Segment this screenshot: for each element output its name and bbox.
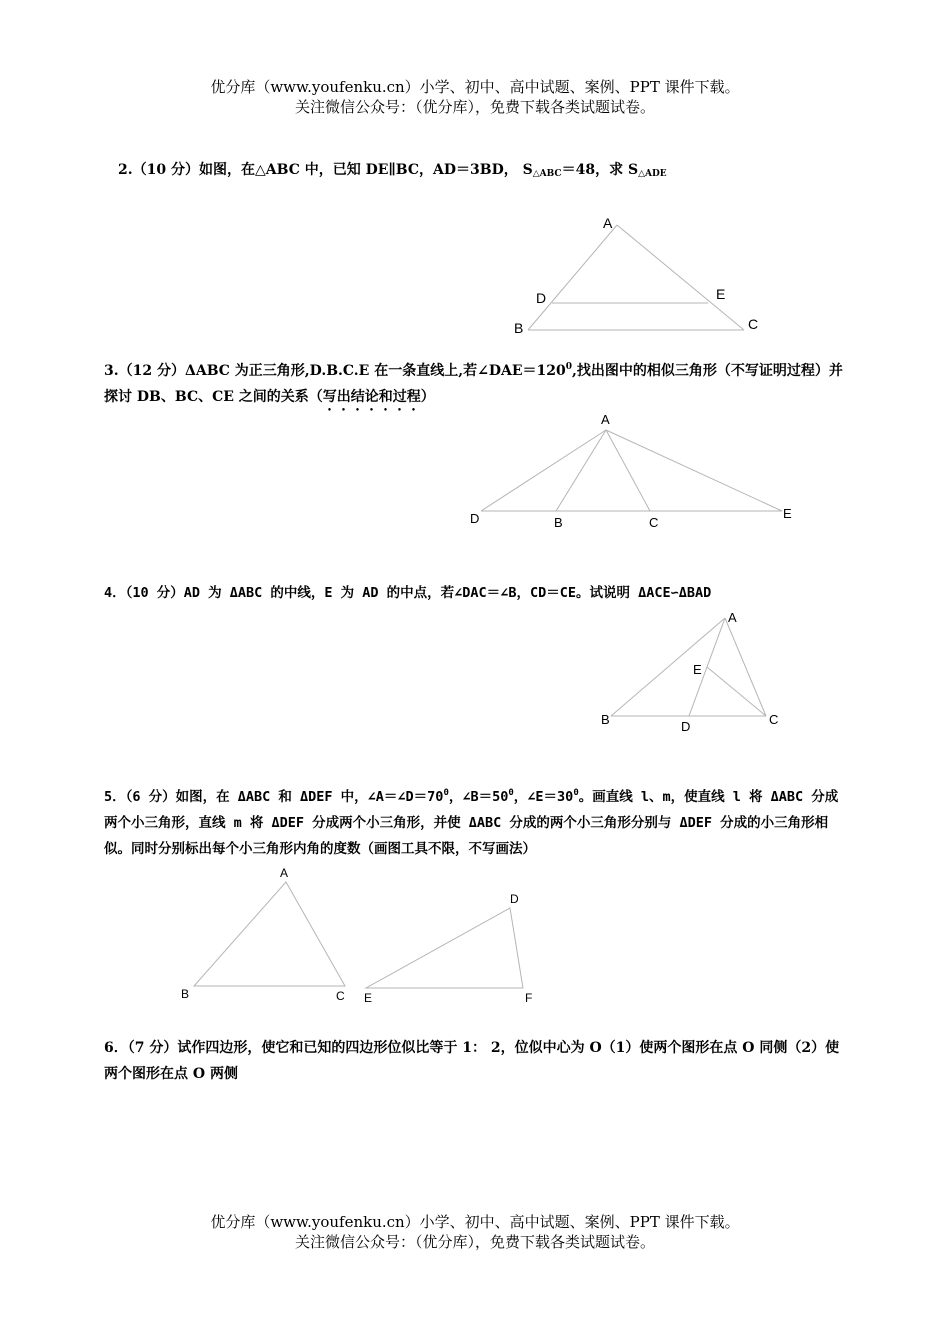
q3-segment-ae [606, 430, 782, 511]
q4-segment-ec [707, 667, 766, 716]
q3-label-b: B [554, 515, 563, 530]
figure-q5-def [364, 892, 532, 1005]
q5-triangle-abc [194, 882, 345, 986]
q3-segment-ab [556, 430, 606, 511]
q5-label-c: C [336, 989, 345, 1003]
question-2-text-2: ＝48，求 S [561, 162, 639, 178]
figure-q4 [601, 610, 778, 734]
question-3-text-1: 3.（12 分）ΔABC 为正三角形,D.B.C.E 在一条直线上,若∠DAE＝120 [104, 363, 566, 379]
question-5-part-2: ，∠B＝50 [448, 789, 509, 805]
question-4: 4．（10 分）AD 为 ΔABC 的中线，E 为 AD 的中点，若∠DAC＝∠B，CD＝CE。试说明 ΔACE∽ΔBAD [104, 585, 712, 601]
q3-label-a: A [601, 412, 610, 427]
question-5-part-1: 5．（6 分）如图，在 ΔABC 和 ΔDEF 中，∠A＝∠D＝70 [104, 789, 444, 805]
q4-label-c: C [769, 712, 779, 727]
question-3-text-3: ） [420, 389, 435, 405]
q2-side-ac [617, 225, 744, 330]
figure-q2 [514, 215, 758, 336]
q2-label-b: B [514, 320, 524, 336]
q5-triangle-def [366, 908, 523, 988]
q2-label-d: D [536, 290, 547, 306]
q3-segment-ad [481, 430, 606, 511]
figure-q5-abc [181, 866, 345, 1003]
question-2-sub-abc: △ABC [532, 169, 562, 179]
q4-label-e: E [693, 662, 702, 677]
q4-side-ac [725, 618, 766, 716]
q3-label-d: D [470, 511, 480, 526]
question-5-sup-1: 0 [443, 788, 449, 798]
q5-label-e: E [364, 991, 373, 1005]
question-5-part-3: ，∠E＝30 [513, 789, 574, 805]
q2-side-ab [528, 225, 617, 330]
q2-label-c: C [748, 316, 759, 332]
footer-line-1: 优分库（www.youfenku.cn）小学、初中、高中试题、案例、PPT 课件下载。 [210, 1213, 740, 1231]
question-5-sup-2: 0 [508, 788, 514, 798]
q3-label-e: E [783, 506, 792, 521]
question-2-sub-ade: △ADE [638, 169, 667, 179]
question-6: 6．（7 分）试作四边形，使它和已知的四边形位似比等于 1： 2，位似中心为 O（1）使两个图形在点 O 同侧（2）使两个图形在点 O 两侧 [104, 1040, 840, 1082]
q4-label-d: D [681, 719, 691, 734]
q5-label-a: A [280, 866, 289, 880]
header-line-2: 关注微信公众号：（优分库），免费下载各类试题试卷。 [294, 98, 655, 116]
q3-segment-ac [606, 430, 650, 511]
q3-label-c: C [649, 515, 659, 530]
header-line-1: 优分库（www.youfenku.cn）小学、初中、高中试题、案例、PPT 课件下载。 [210, 78, 740, 96]
q5-label-f: F [525, 991, 533, 1005]
q2-label-a: A [603, 215, 613, 231]
question-3-sup: 0 [565, 362, 572, 372]
q4-label-b: B [601, 712, 610, 727]
q5-label-b: B [181, 987, 190, 1001]
figure-q3 [470, 412, 792, 530]
q5-label-d: D [510, 892, 519, 906]
q2-label-e: E [716, 286, 726, 302]
question-5-sup-3: 0 [573, 788, 579, 798]
question-3-emphasis: 写出结论和过程 [322, 389, 421, 405]
question-2-text: 2.（10 分）如图，在△ABC 中，已知 DE∥BC，AD＝3BD， S [118, 162, 533, 178]
question-3-text-2: ,找出图中的相似三角形（不写证明过程）并探讨 DB、BC、CE 之间的关系（ [104, 363, 843, 405]
q4-label-a: A [728, 610, 737, 625]
q4-side-ab [611, 618, 725, 716]
footer-line-2: 关注微信公众号：（优分库），免费下载各类试题试卷。 [294, 1233, 655, 1251]
question-5-part-4: 。画直线 l、m，使直线 l 将 ΔABC 分成两个小三角形，直线 m 将 ΔDEF 分成两个小三角形，并使 ΔABC 分成的两个小三角形分别与 ΔDEF 分成的小三角形相似。同时分别标出每个小三角形内角的度数（画图工具不限，不写画法） [104, 789, 839, 857]
